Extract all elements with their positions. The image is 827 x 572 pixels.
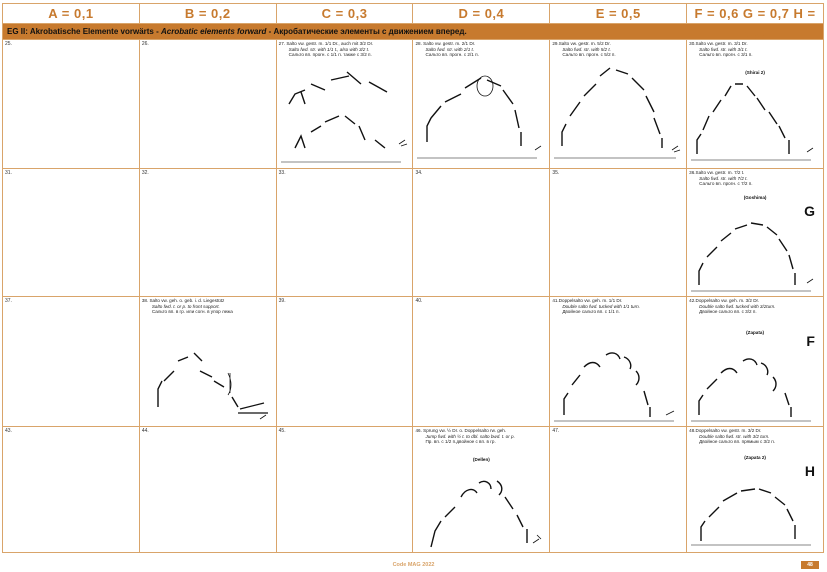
element-nickname: (Zapata) [746,330,764,335]
description-de: 27. Salto vw. gestr. m. 1/1 Dr., auch mit 3/2 Dr. [278,41,374,46]
element-description [142,298,274,315]
element-nickname: (Zapata 2) [744,455,766,460]
description-ru: Сальто вп. прогн. с 1/1 п. также с 3/2 п. [288,52,372,58]
description-ru: Сальто вп. прогн. с 2/1 п. [425,52,479,58]
element-cell-31 [3,169,139,296]
element-description [552,298,684,315]
description-de: 48.Doppelsalto vw. gestr. m. 3/2 Dr. [689,428,762,433]
element-number: 44. [141,428,149,434]
gymnast-sketch [691,209,821,295]
element-cell-44 [139,427,276,552]
description-en: Double salto fwd. tucked with 1/1 turn. [562,303,640,309]
element-description [689,428,821,445]
element-number: 45. [278,428,286,434]
description-de: 42.Doppelsalto vw. geh. m. 3/2 Dr. [689,298,760,303]
element-cell-25 [3,40,139,168]
element-nickname: (Goshima) [743,195,767,200]
element-cell-29 [549,40,686,168]
element-number: 25. [5,41,12,47]
element-table [2,3,824,553]
description-ru: Двойное сальто вп. с 1/1 п. [562,309,620,315]
gymnast-sketch [281,62,411,166]
description-en: Salto fwd. str. with 3/1 t. [699,46,748,52]
element-number: 32. [141,170,149,176]
element-cell-34 [412,169,549,296]
value-header-c: C = 0,3 [276,4,413,23]
description-de: 30.Salto vw. gestr. m. 3/1 Dr. [689,41,748,46]
table-row [2,40,824,169]
description-de: 38. Salto vw. geh. o. geb. i. d. Liegestütz [141,298,225,303]
element-nickname: (Shirai 2) [745,70,765,75]
description-ru: Двойное сальто вп. прямым с 3/2 п. [699,439,775,445]
element-cell-45 [276,427,413,552]
description-ru: Пр. вп. с 1/2 п.двойное с вп. в гр. [425,439,496,445]
element-cell-47 [549,427,686,552]
description-de: 36.Salto vw. gestr. m. 7/2 t. [689,170,745,175]
element-cell-35 [549,169,686,296]
element-description [689,170,821,187]
table-row [2,427,824,553]
description-de: 41.Doppelsalto vw. geh. m. 1/1 Dr. [552,298,623,303]
description-en: Salto fwd. str. with 1/1 t., also with 3/2 t. [288,46,370,52]
gymnast-sketch [417,62,547,166]
description-ru: Сальто вп. прогн. с 7/2 п. [699,181,753,187]
element-number: 39. [278,298,286,304]
description-en: Double salto fwd. tucked with 3/2turn. [699,303,776,309]
element-number: 31. [5,170,12,176]
description-en: Double salto fwd. str. with 3/2 turn. [699,433,770,439]
element-description [415,41,547,58]
element-number: 37. [5,298,12,304]
gymnast-sketch [691,78,821,166]
description-en: Jump fwd. with ½ t. to dbl. salto bwd. t. or p. [425,433,515,439]
element-cell-28 [412,40,549,168]
description-de: 29.Salto vw. gestr. m. 5/2 Dr. [552,41,611,46]
description-ru: Сальто вп. прогн. с 3/1 п. [699,52,753,58]
gymnast-sketch [417,467,547,551]
element-cell-30 [686,40,823,168]
description-ru: Сальто вп. прогн. с 5/2 п. [562,52,616,58]
gymnast-sketch [691,347,821,425]
description-de: 46. Sprung vw. ½ Dr. o. Doppelsalto rw. geh. [415,428,507,433]
gymnast-sketch [144,341,274,425]
element-cell-32 [139,169,276,296]
element-number: 47. [552,428,560,434]
element-description [689,298,821,315]
element-description [279,41,411,58]
element-cell-46 [412,427,549,552]
element-description [552,41,684,58]
difficulty-value: H [804,463,815,479]
element-number: 43. [5,428,12,434]
gymnast-sketch [691,479,821,551]
difficulty-value: F [806,333,815,349]
element-cell-39 [276,297,413,426]
description-en: Salto fwd. str. with 2/1 t. [425,46,475,52]
value-header-fgh: F = 0,6 G = 0,7 H = 0,8 [686,4,823,23]
value-header-a: A = 0,1 [48,6,94,21]
group-title-ru: - Акробатические элементы с движением вперед. [266,27,467,36]
element-number: 33. [278,170,286,176]
group-title-en: Acrobatic elements forward [160,27,267,36]
gymnast-sketch [554,62,684,166]
element-cell-26 [139,40,276,168]
description-en: Salto fwd. str. with 5/2 t. [562,46,611,52]
description-ru: Сальто вп. в гр. или согн. в упор лежа [151,309,233,315]
description-en: Salto fwd. t. or p. to front support. [151,303,220,309]
element-cell-43 [3,427,139,552]
description-de: 28. Salto vw. gestr. m. 2/1 Dr. [415,41,476,46]
element-description [415,428,547,445]
element-cell-27 [276,40,413,168]
description-ru: Двойное сальто вп. с 3/2 п. [699,309,757,315]
element-cell-33 [276,169,413,296]
element-cell-48 [686,427,823,552]
element-group-title [2,23,824,40]
table-row [2,169,824,297]
element-description [689,41,821,58]
element-cell-40 [412,297,549,426]
table-row [2,297,824,427]
footer-code: Code MAG 2022 [392,562,435,568]
element-number: 34. [415,170,423,176]
group-title-de: EG II: Akrobatische Elemente vorwärts - [7,27,161,36]
gymnast-sketch [554,337,684,425]
value-header-e: E = 0,5 [549,4,686,23]
element-number: 40. [415,298,423,304]
element-cell-37 [3,297,139,426]
value-header-b: B = 0,2 [139,4,276,23]
page-number: 48 [801,561,819,569]
element-number: 26. [141,41,149,47]
element-nickname: (Dellen) [472,457,490,462]
element-cell-41 [549,297,686,426]
element-cell-42 [686,297,823,426]
difficulty-value: G [804,203,815,219]
element-number: 35. [552,170,560,176]
value-header-d: D = 0,4 [412,4,549,23]
element-cell-36 [686,169,823,296]
description-en: Salto fwd. str. with 7/2 t. [699,175,748,181]
element-cell-38 [139,297,276,426]
